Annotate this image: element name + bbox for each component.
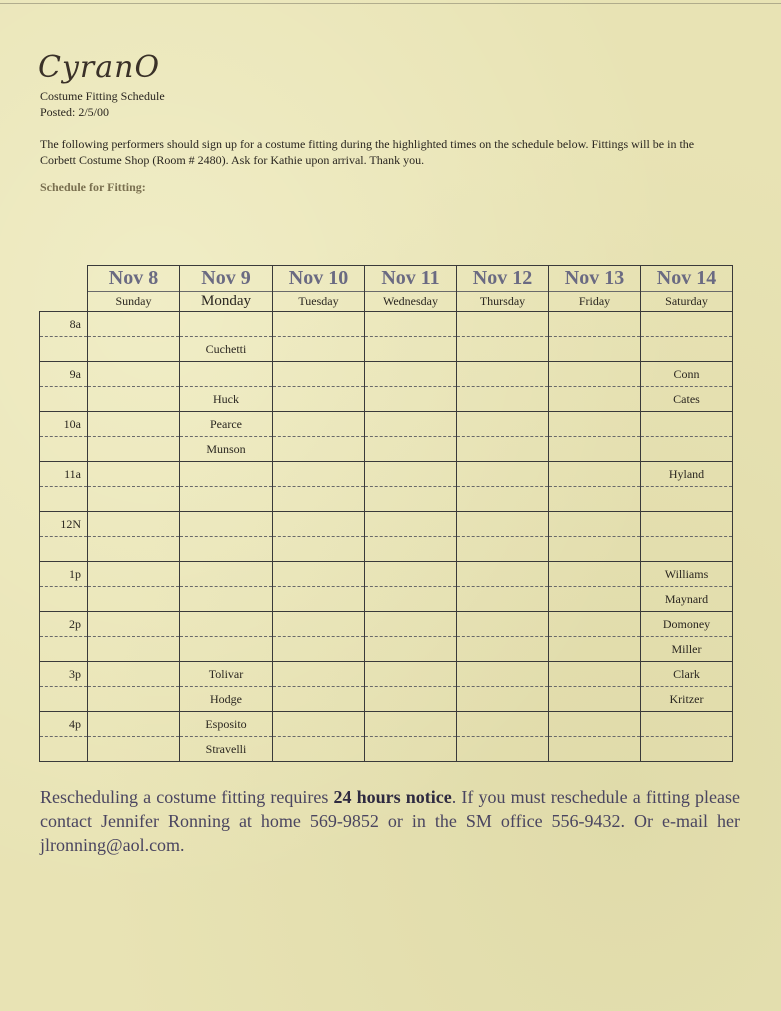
schedule-cell [273, 437, 365, 462]
schedule-row [40, 612, 733, 637]
schedule-cell [457, 312, 549, 337]
schedule-row [40, 362, 733, 387]
schedule-cell: Williams [641, 562, 733, 587]
schedule-cell [88, 412, 180, 437]
schedule-cell [549, 712, 641, 737]
time-label: 12N [40, 512, 88, 537]
schedule-cell [88, 462, 180, 487]
schedule-cell [88, 437, 180, 462]
schedule-cell [88, 587, 180, 612]
schedule-cell [549, 337, 641, 362]
schedule-cell [273, 312, 365, 337]
schedule-cell: Hyland [641, 462, 733, 487]
schedule-cell [641, 737, 733, 762]
schedule-cell [365, 362, 457, 387]
schedule-cell [273, 362, 365, 387]
schedule-cell [365, 537, 457, 562]
schedule-cell [641, 537, 733, 562]
day-header-row [40, 292, 733, 312]
schedule-cell: Munson [180, 437, 273, 462]
schedule-cell [180, 637, 273, 662]
schedule-cell [88, 487, 180, 512]
schedule-row [40, 512, 733, 537]
schedule-cell [88, 512, 180, 537]
schedule-row [40, 437, 733, 462]
schedule-cell [365, 487, 457, 512]
schedule-cell [457, 712, 549, 737]
schedule-row [40, 487, 733, 512]
schedule-cell [641, 437, 733, 462]
notice-emphasis: 24 hours notice [333, 787, 452, 807]
schedule-cell [180, 487, 273, 512]
schedule-cell: Huck [180, 387, 273, 412]
schedule-row [40, 462, 733, 487]
time-label-empty [40, 487, 88, 512]
time-label: 4p [40, 712, 88, 737]
time-label-empty [40, 637, 88, 662]
schedule-cell: Stravelli [180, 737, 273, 762]
schedule-row [40, 637, 733, 662]
schedule-cell [365, 437, 457, 462]
date-header: Nov 9 [180, 266, 273, 292]
date-header: Nov 10 [273, 266, 365, 292]
schedule-cell [549, 387, 641, 412]
day-header: Wednesday [365, 292, 457, 312]
schedule-cell [457, 462, 549, 487]
schedule-cell [88, 337, 180, 362]
schedule-row [40, 687, 733, 712]
date-header-row [40, 266, 733, 292]
schedule-cell [549, 662, 641, 687]
notice-text-1: Rescheduling a costume fitting requires [40, 787, 334, 807]
time-label-empty [40, 537, 88, 562]
schedule-cell [273, 462, 365, 487]
schedule-cell [180, 462, 273, 487]
schedule-cell [549, 412, 641, 437]
time-label: 1p [40, 562, 88, 587]
fitting-schedule-table [39, 265, 733, 762]
schedule-cell: Cates [641, 387, 733, 412]
schedule-cell [549, 362, 641, 387]
schedule-cell [549, 562, 641, 587]
schedule-cell [273, 487, 365, 512]
schedule-cell [549, 312, 641, 337]
schedule-cell [88, 737, 180, 762]
day-header: Tuesday [273, 292, 365, 312]
day-header: Monday [180, 292, 273, 312]
schedule-cell [180, 587, 273, 612]
intro-paragraph: The following performers should sign up for a costume fitting during the highlighted times on the schedule below. Fittings will be in the Corbett Costume Shop (Room # 2480). Ask for Kathie upon arrival. Thank you. [40, 137, 695, 167]
schedule-cell [88, 662, 180, 687]
schedule-row [40, 312, 733, 337]
time-label-empty [40, 437, 88, 462]
date-header: Nov 11 [365, 266, 457, 292]
time-label: 11a [40, 462, 88, 487]
schedule-cell [365, 662, 457, 687]
time-label: 3p [40, 662, 88, 687]
schedule-cell [365, 512, 457, 537]
schedule-cell [273, 712, 365, 737]
schedule-cell [365, 612, 457, 637]
time-label: 8a [40, 312, 88, 337]
schedule-cell [365, 312, 457, 337]
schedule-row [40, 337, 733, 362]
schedule-cell [365, 462, 457, 487]
schedule-cell [641, 412, 733, 437]
reschedule-notice [40, 785, 740, 857]
schedule-cell [457, 537, 549, 562]
schedule-cell [365, 412, 457, 437]
schedule-cell [88, 637, 180, 662]
schedule-cell [273, 337, 365, 362]
time-label: 2p [40, 612, 88, 637]
schedule-cell [457, 412, 549, 437]
schedule-cell [549, 687, 641, 712]
schedule-cell [88, 712, 180, 737]
date-header: Nov 14 [641, 266, 733, 292]
schedule-cell [549, 487, 641, 512]
schedule-row [40, 537, 733, 562]
schedule-cell [641, 487, 733, 512]
header-corner [40, 266, 88, 292]
schedule-cell [273, 562, 365, 587]
day-header: Thursday [457, 292, 549, 312]
date-header: Nov 8 [88, 266, 180, 292]
schedule-cell [180, 512, 273, 537]
schedule-cell [273, 387, 365, 412]
schedule-cell [641, 337, 733, 362]
day-header: Saturday [641, 292, 733, 312]
schedule-cell [457, 437, 549, 462]
time-label-empty [40, 337, 88, 362]
schedule-cell [180, 312, 273, 337]
schedule-cell [365, 687, 457, 712]
schedule-cell [549, 737, 641, 762]
schedule-cell [641, 312, 733, 337]
schedule-cell [457, 637, 549, 662]
schedule-row [40, 562, 733, 587]
cyrano-logo: CyranO [38, 50, 161, 85]
header-corner [40, 292, 88, 312]
time-label-empty [40, 687, 88, 712]
schedule-cell [549, 612, 641, 637]
document-subtitle [40, 88, 165, 120]
schedule-row [40, 737, 733, 762]
schedule-cell: Clark [641, 662, 733, 687]
schedule-cell [549, 462, 641, 487]
date-header: Nov 13 [549, 266, 641, 292]
schedule-cell: Maynard [641, 587, 733, 612]
schedule-cell [273, 512, 365, 537]
schedule-cell [273, 737, 365, 762]
schedule-cell [365, 562, 457, 587]
posted-date: Posted: 2/5/00 [40, 105, 110, 119]
schedule-cell [457, 487, 549, 512]
schedule-cell [273, 662, 365, 687]
schedule-cell [549, 512, 641, 537]
schedule-cell [365, 387, 457, 412]
schedule-cell [457, 662, 549, 687]
schedule-row [40, 662, 733, 687]
day-header: Friday [549, 292, 641, 312]
time-label-empty [40, 737, 88, 762]
schedule-cell [457, 387, 549, 412]
time-label: 10a [40, 412, 88, 437]
schedule-cell: Cuchetti [180, 337, 273, 362]
schedule-cell [273, 612, 365, 637]
schedule-row [40, 587, 733, 612]
day-header: Sunday [88, 292, 180, 312]
schedule-cell [88, 362, 180, 387]
schedule-cell [365, 587, 457, 612]
schedule-cell: Esposito [180, 712, 273, 737]
schedule-cell [365, 637, 457, 662]
schedule-cell: Conn [641, 362, 733, 387]
schedule-row [40, 412, 733, 437]
schedule-cell [180, 612, 273, 637]
schedule-cell [180, 562, 273, 587]
schedule-cell: Kritzer [641, 687, 733, 712]
schedule-cell: Domoney [641, 612, 733, 637]
schedule-cell [549, 437, 641, 462]
schedule-cell [273, 687, 365, 712]
schedule-cell [88, 687, 180, 712]
schedule-cell: Pearce [180, 412, 273, 437]
schedule-cell [641, 712, 733, 737]
schedule-cell [457, 687, 549, 712]
schedule-cell [457, 337, 549, 362]
schedule-cell [273, 412, 365, 437]
date-header: Nov 12 [457, 266, 549, 292]
schedule-cell [457, 737, 549, 762]
schedule-label: Schedule for Fitting: [40, 180, 146, 194]
schedule-cell [180, 362, 273, 387]
schedule-row [40, 712, 733, 737]
schedule-cell [88, 537, 180, 562]
schedule-cell: Tolivar [180, 662, 273, 687]
schedule-cell [88, 562, 180, 587]
schedule-cell [273, 537, 365, 562]
schedule-cell [88, 387, 180, 412]
time-label: 9a [40, 362, 88, 387]
notice-text-2: . If you must reschedule a fitting please contact Jennifer Ronning at home 569-9852 or in the SM office 556-9432. Or e-mail her jlronning@aol.com. [40, 787, 740, 855]
schedule-cell [88, 312, 180, 337]
schedule-cell [180, 537, 273, 562]
schedule-cell [365, 737, 457, 762]
schedule-cell [457, 612, 549, 637]
schedule-cell [365, 337, 457, 362]
schedule-cell [641, 512, 733, 537]
schedule-cell: Hodge [180, 687, 273, 712]
subtitle-title: Costume Fitting Schedule [40, 89, 165, 103]
time-label-empty [40, 387, 88, 412]
schedule-cell [457, 512, 549, 537]
schedule-cell [457, 587, 549, 612]
schedule-cell [88, 612, 180, 637]
schedule-cell [549, 537, 641, 562]
schedule-cell [457, 562, 549, 587]
schedule-cell [273, 587, 365, 612]
schedule-cell [273, 637, 365, 662]
schedule-cell [457, 362, 549, 387]
schedule-row [40, 387, 733, 412]
top-edge-line [0, 3, 781, 4]
schedule-cell [549, 637, 641, 662]
time-label-empty [40, 587, 88, 612]
schedule-cell [549, 587, 641, 612]
schedule-cell [365, 712, 457, 737]
schedule-cell: Miller [641, 637, 733, 662]
